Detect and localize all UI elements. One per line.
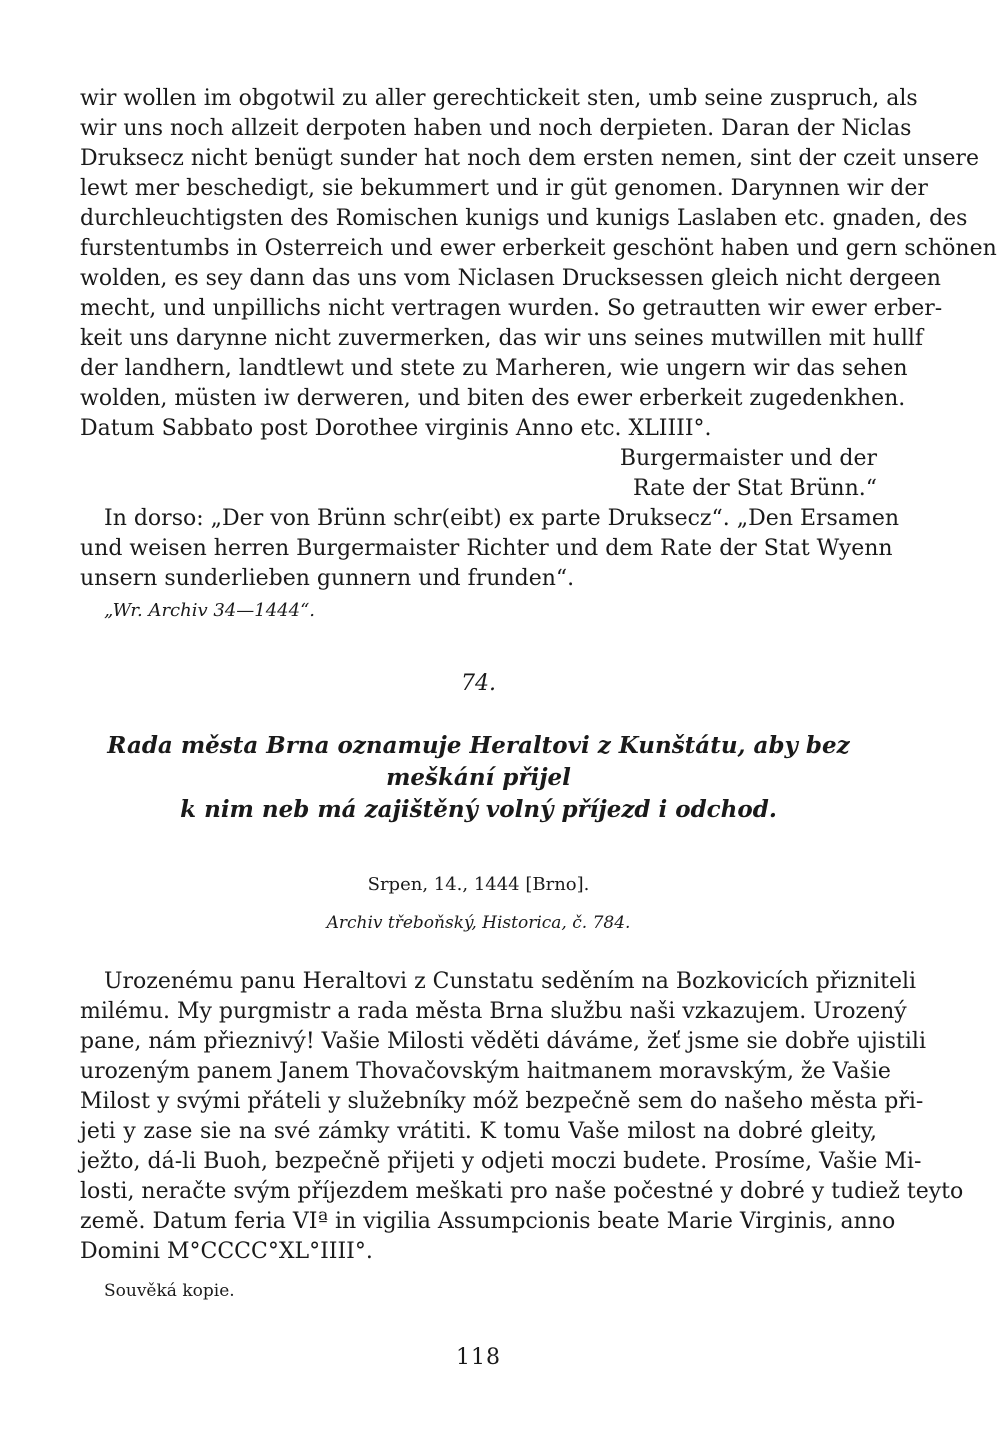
continuation-paragraph <box>80 84 997 444</box>
text-line: Datum Sabbato post Dorothee virginis Anno etc. XLIIII°. <box>80 416 712 441</box>
text-line: urozeným panem Janem Thovačovským haitmanem moravským, že Vašie <box>80 1059 891 1084</box>
text-line: Domini M°CCCC°XL°IIII°. <box>80 1239 373 1264</box>
text-line: jeti y zase sie na své zámky vrátiti. K tomu Vaše milost na dobré gleity, <box>80 1119 877 1144</box>
contemporary-copy-note: Souvěká kopie. <box>104 1281 235 1301</box>
letter-paragraph <box>80 967 964 1267</box>
text-line: Milost y svými přáteli y služebníky móž bezpečně sem do našeho města při- <box>80 1089 924 1114</box>
text-line: wir uns noch allzeit derpoten haben und noch derpieten. Daran der Niclas <box>80 116 912 141</box>
signature-line: Burgermaister und der <box>619 446 877 471</box>
text-line: ježto, dá-li Buoh, bezpečně přijeti y odjeti moczi budete. Prosíme, Vašie Mi- <box>80 1149 922 1174</box>
text-line: milému. My purgmistr a rada města Brna službu naši vzkazujem. Urozený <box>80 999 907 1024</box>
text-line: losti, neračte svým příjezdem meškati pro naše počestné y dobré y tudiež teyto <box>80 1179 964 1204</box>
document-page <box>80 84 997 1370</box>
text-line: pane, nám přieznivý! Vašie Milosti věděti dáváme, žeť jsme sie dobře ujistili <box>80 1029 926 1054</box>
document-archive: Archiv třeboňský, Historica, č. 784. <box>326 913 631 933</box>
title-line: k nim neb má zajištěný volný příjezd i odchod. <box>180 796 777 823</box>
text-line: wir wollen im obgotwil zu aller gerechtickeit sten, umb seine zuspruch, als <box>80 86 918 111</box>
text-line: lewt mer beschedigt, sie bekummert und ir güt genomen. Darynnen wir der <box>80 176 928 201</box>
text-line: wolden, es sey dann das uns vom Niclasen Drucksessen gleich nicht dergeen <box>80 266 941 291</box>
text-line: der landhern, landtlewt und stete zu Marheren, wie ungern wir das sehen <box>80 356 908 381</box>
text-line: země. Datum feria VIª in vigilia Assumpcionis beate Marie Virginis, anno <box>80 1209 896 1234</box>
document-title <box>80 730 877 826</box>
source-note: „Wr. Archiv 34—1444“. <box>104 600 316 621</box>
page-number: 118 <box>456 1345 501 1370</box>
document-date: Srpen, 14., 1444 [Brno]. <box>367 874 590 895</box>
text-line: und weisen herren Burgermaister Richter und dem Rate der Stat Wyenn <box>80 536 893 561</box>
signature-block <box>80 444 877 504</box>
text-line: durchleuchtigsten des Romischen kunigs und kunigs Laslaben etc. gnaden, des <box>80 206 968 231</box>
text-line: mecht, und unpillichs nicht vertragen wurden. So getrautten wir ewer erber- <box>80 296 943 321</box>
document-number: 74. <box>461 671 496 696</box>
text-line: furstentumbs in Osterreich und ewer erberkeit geschönt haben und gern schönen <box>80 236 997 261</box>
text-line: In dorso: „Der von Brünn schr(eibt) ex parte Druksecz“. „Den Ersamen <box>104 506 900 531</box>
signature-line: Rate der Stat Brünn.“ <box>633 476 877 501</box>
text-line: wolden, müsten iw derweren, und biten des ewer erberkeit zugedenkhen. <box>80 386 906 411</box>
title-line: Rada města Brna oznamuje Heraltovi z Kunštátu, aby bez meškání přijel <box>107 732 850 791</box>
text-line: keit uns darynne nicht zuvermerken, das wir uns seines mutwillen mit hullf <box>80 326 924 351</box>
text-line: unsern sunderlieben gunnern und frunden“. <box>80 566 575 591</box>
text-line: Druksecz nicht benügt sunder hat noch dem ersten nemen, sint der czeit unsere <box>80 146 979 171</box>
text-line: Urozenému panu Heraltovi z Cunstatu seděním na Bozkovicích přizniteli <box>104 969 917 994</box>
dorso-paragraph <box>80 504 900 594</box>
